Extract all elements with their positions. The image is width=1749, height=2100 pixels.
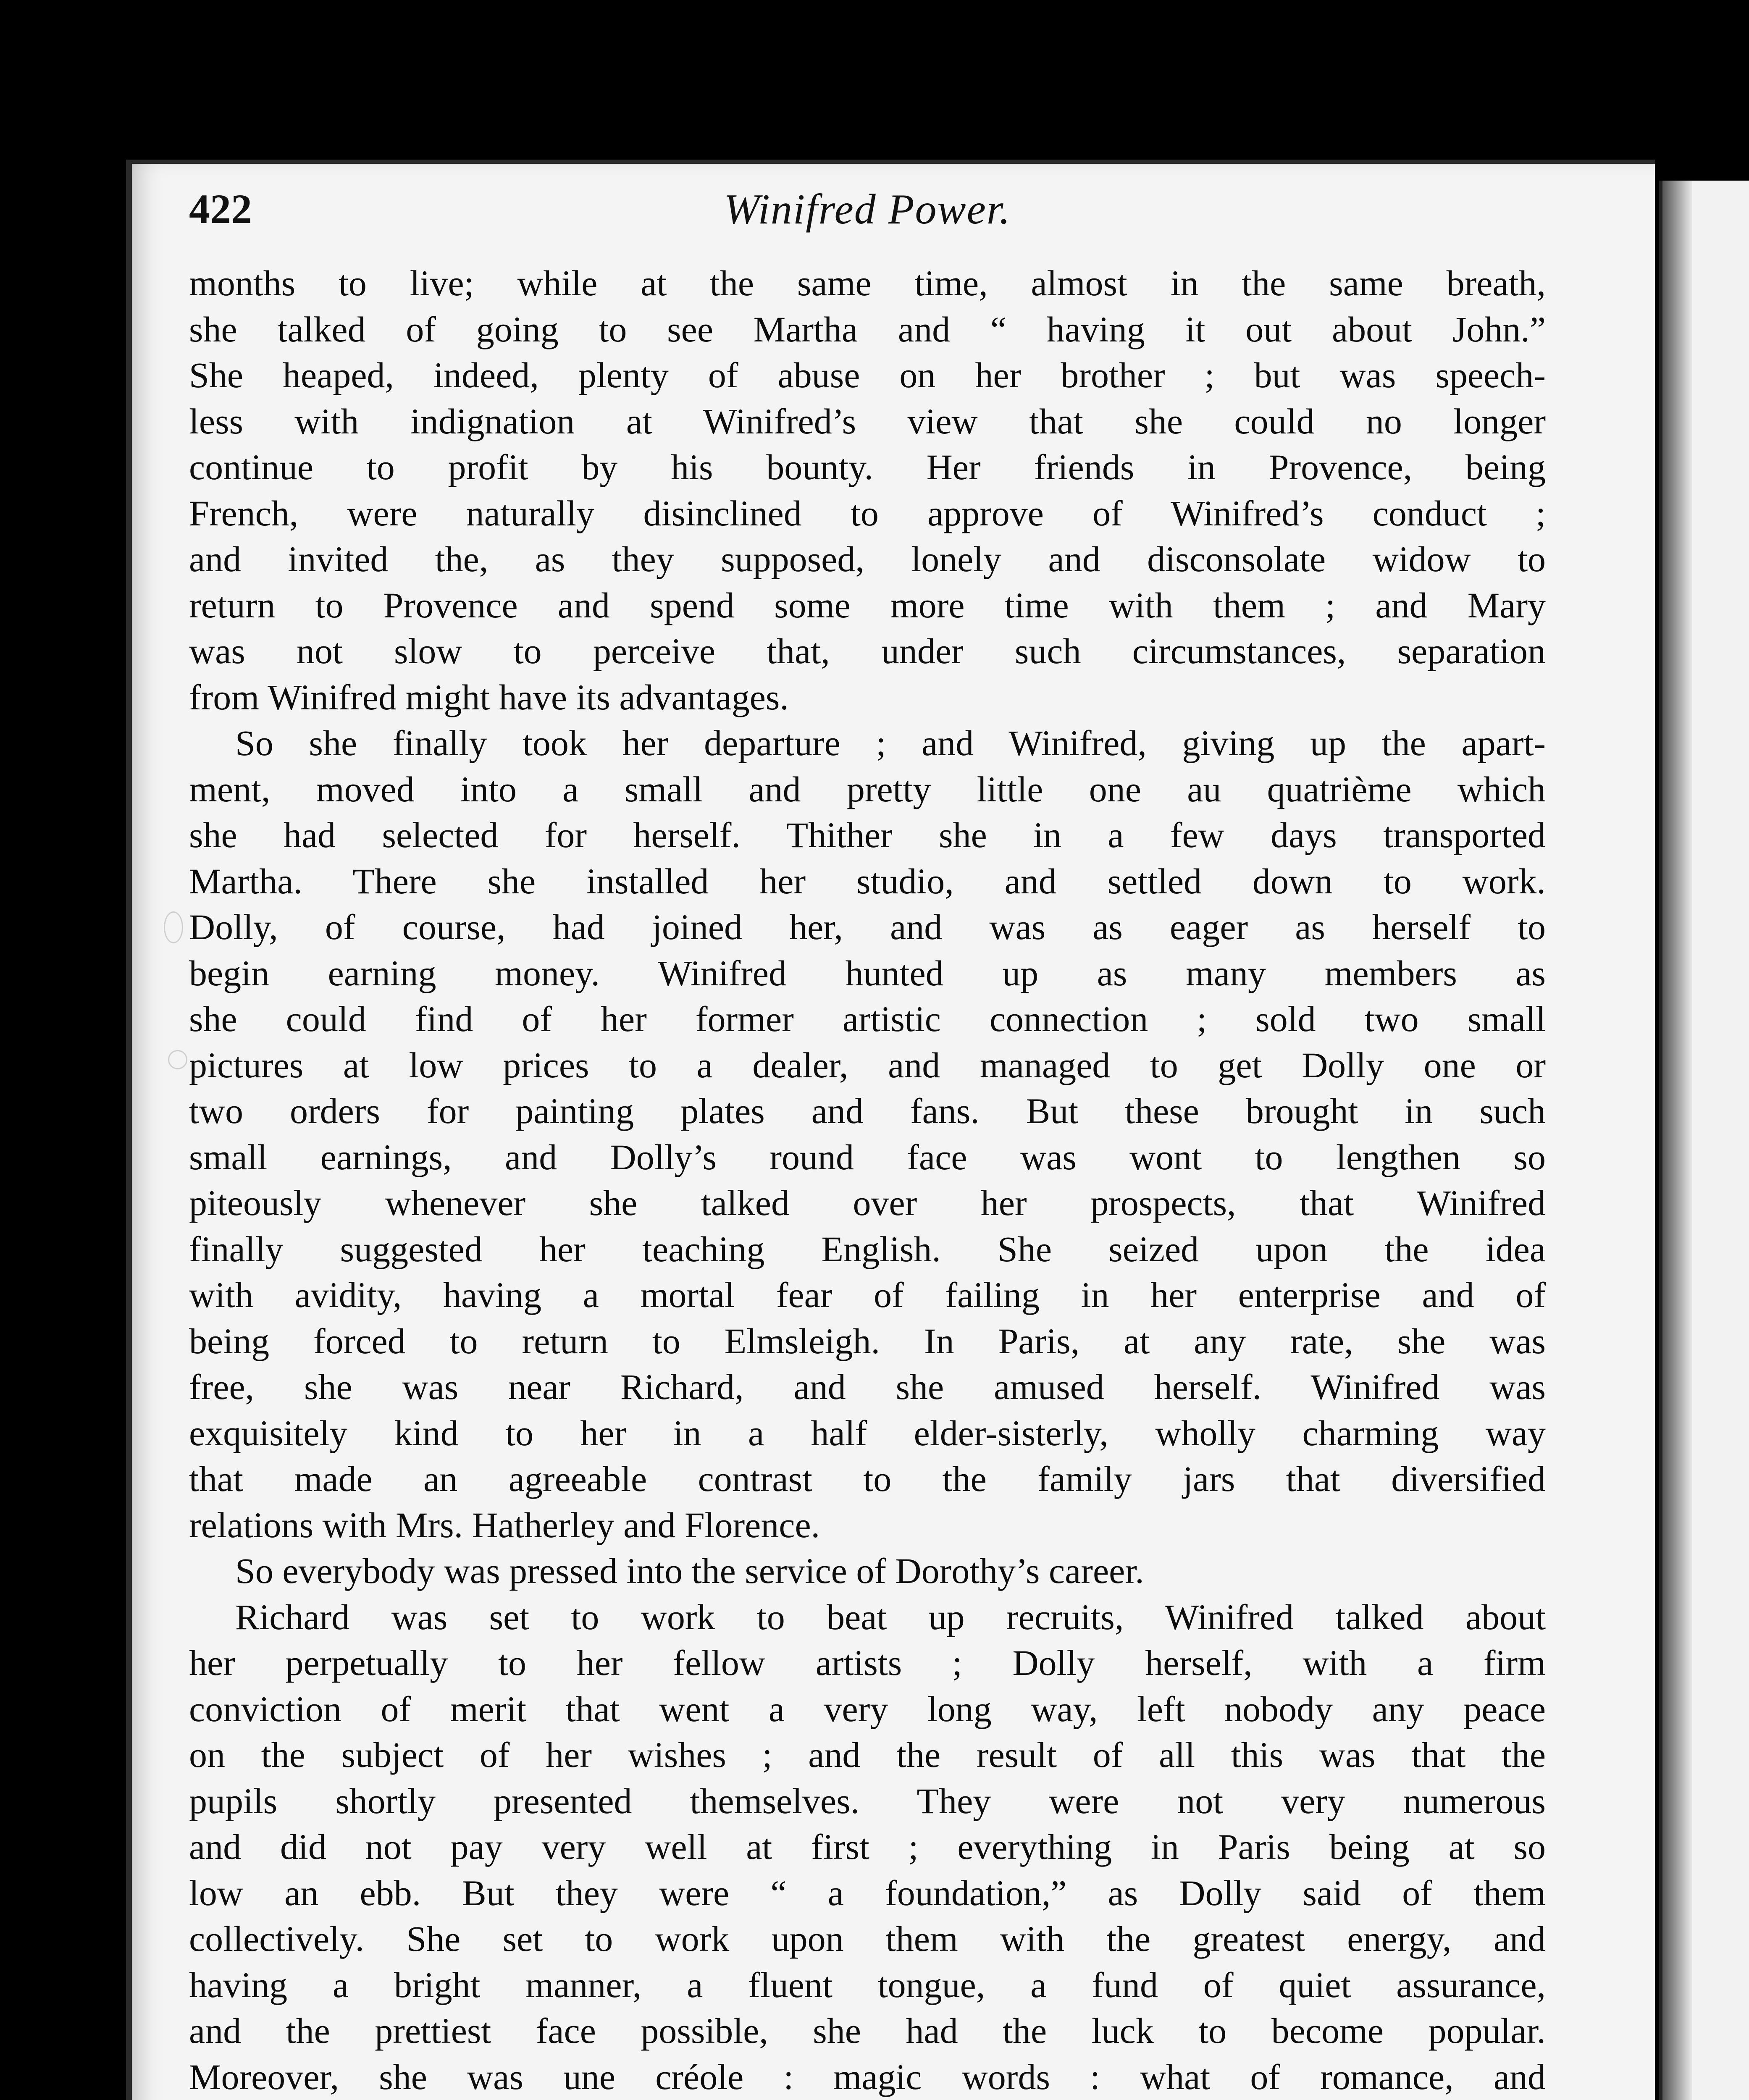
text-line: exquisitely kind to her in a half elder-sisterly, wholly charming way: [189, 1412, 1546, 1453]
page-gutter-shadow: [1662, 181, 1692, 2100]
text-line: finally suggested her teaching English. She seized upon the idea: [189, 1228, 1546, 1269]
text-line: she talked of going to see Martha and “ having it out about John.”: [189, 309, 1546, 349]
text-line: that made an agreeable contrast to the family jars that diversified: [189, 1459, 1546, 1499]
text-line: relations with Mrs. Hatherley and Florence.: [189, 1504, 820, 1545]
text-line: and invited the, as they supposed, lonely and disconsolate widow to: [189, 539, 1546, 579]
text-line: collectively. She set to work upon them with the greatest energy, and: [189, 1919, 1546, 1959]
text-line: on the subject of her wishes ; and the result of all this was that the: [189, 1735, 1546, 1775]
text-line: begin earning money. Winifred hunted up as many members as: [189, 953, 1546, 993]
margin-mark: [164, 911, 183, 943]
text-line: was not slow to perceive that, under such circumstances, separation: [189, 631, 1546, 671]
text-line: months to live; while at the same time, almost in the same breath,: [189, 263, 1546, 303]
text-line: two orders for painting plates and fans. But these brought in such: [189, 1091, 1546, 1131]
next-page-edge: [1659, 181, 1749, 2100]
text-line: conviction of merit that went a very long way, left nobody any peace: [189, 1688, 1546, 1729]
text-line: She heaped, indeed, plenty of abuse on her brother ; but was speech-: [189, 355, 1546, 395]
text-line: return to Provence and spend some more time with them ; and Mary: [189, 585, 1546, 625]
text-line: from Winifred might have its advantages.: [189, 677, 789, 717]
text-line: pupils shortly presented themselves. They were not very numerous: [189, 1780, 1546, 1821]
text-line: being forced to return to Elmsleigh. In Paris, at any rate, she was: [189, 1320, 1546, 1361]
text-line: and the prettiest face possible, she had the luck to become popular.: [189, 2011, 1546, 2051]
text-line: with avidity, having a mortal fear of failing in her enterprise and of: [189, 1275, 1546, 1315]
page-header: [189, 176, 1546, 252]
text-line: she had selected for herself. Thither she in a few days transported: [189, 815, 1546, 855]
body-text: [189, 260, 1546, 2100]
text-line: Martha. There she installed her studio, and settled down to work.: [189, 861, 1546, 901]
text-line: and did not pay very well at first ; everything in Paris being at so: [189, 1827, 1546, 1867]
text-line: French, were naturally disinclined to approve of Winifred’s conduct ;: [189, 493, 1546, 533]
margin-mark: [168, 1050, 187, 1069]
text-line: So everybody was pressed into the service of Dorothy’s career.: [235, 1551, 1144, 1591]
running-title: Winifred Power.: [724, 186, 1011, 233]
text-line: small earnings, and Dolly’s round face was wont to lengthen so: [189, 1137, 1546, 1177]
text-line: less with indignation at Winifred’s view that she could no longer: [189, 401, 1546, 441]
text-line: free, she was near Richard, and she amused herself. Winifred was: [189, 1367, 1546, 1407]
text-line: Moreover, she was une créole : magic words : what of romance, and: [189, 2056, 1546, 2097]
text-line: Dolly, of course, had joined her, and was as eager as herself to: [189, 907, 1546, 947]
text-line: she could find of her former artistic connection ; sold two small: [189, 999, 1546, 1039]
text-line: ment, moved into a small and pretty little one au quatrième which: [189, 769, 1546, 809]
text-line: having a bright manner, a fluent tongue, a fund of quiet assurance,: [189, 1964, 1546, 2005]
text-line: pictures at low prices to a dealer, and managed to get Dolly one or: [189, 1045, 1546, 1085]
text-line: her perpetually to her fellow artists ; Dolly herself, with a firm: [189, 1643, 1546, 1683]
page-number: 422: [189, 186, 252, 232]
text-line: So she finally took her departure ; and Winifred, giving up the apart-: [235, 723, 1546, 763]
text-line: piteously whenever she talked over her prospects, that Winifred: [189, 1183, 1546, 1223]
text-line: continue to profit by his bounty. Her friends in Provence, being: [189, 447, 1546, 487]
text-line: low an ebb. But they were “ a foundation,” as Dolly said of them: [189, 1872, 1546, 1913]
text-line: Richard was set to work to beat up recruits, Winifred talked about: [235, 1596, 1546, 1637]
